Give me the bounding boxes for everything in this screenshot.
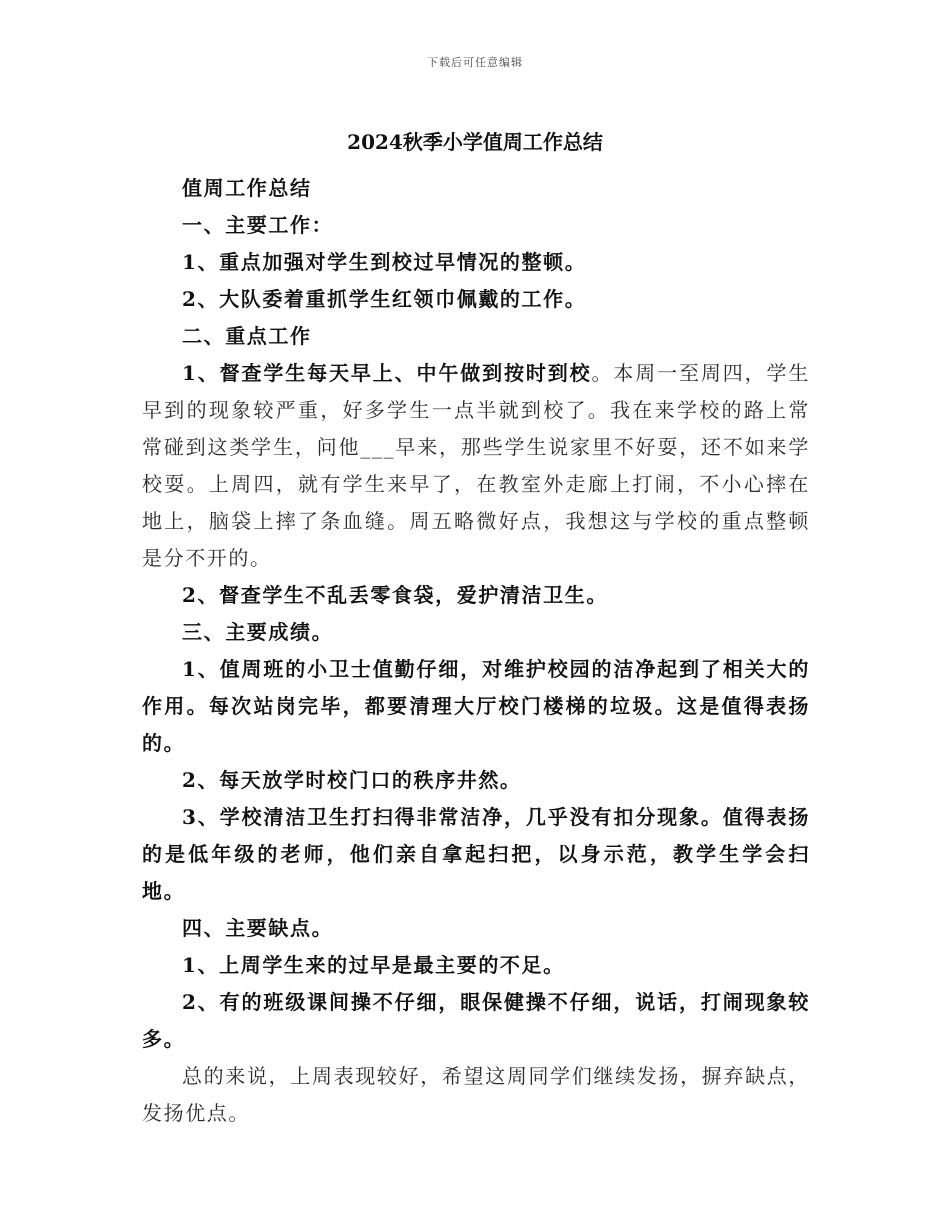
paragraph-key-work-1 [142,355,810,577]
paragraph-section-4-heading: 四、主要缺点。 [182,916,334,940]
key-work-1-detail: 。本周一至周四，学生早到的现象较严重，好多学生一点半就到校了。我在来学校的路上常常碰到这类学生，问他___早来，那些学生说家里不好耍，还不如来学校耍。上周四，就有学生来早了，在教室外走廊上打闹，不小心摔在地上，脑袋上摔了条血缝。周五略微好点，我想这与学校的重点整顿是分不开的。 [142,361,810,570]
document-title: 2024秋季小学值周工作总结 [347,130,603,154]
paragraph-conclusion: 总的来说，上周表现较好，希望这周同学们继续发扬，摒弃缺点，发扬优点。 [142,1064,810,1125]
paragraph-achievement-2: 2、每天放学时校门口的秩序井然。 [182,768,522,792]
key-work-1-lead: 1、督查学生每天早上、中午做到按时到校 [182,361,592,385]
paragraph-shortcoming-1: 1、上周学生来的过早是最主要的不足。 [182,953,565,977]
paragraph-achievement-3: 3、学校清洁卫生打扫得非常洁净，几乎没有扣分现象。值得表扬的是低年级的老师，他们亲自拿起扫把，以身示范，教学生学会扫地。 [142,805,810,903]
paragraph-key-work-2: 2、督查学生不乱丢零食袋，爱护清洁卫生。 [182,583,608,607]
document-body [142,170,810,1132]
paragraph-section-2-heading: 二、重点工作 [182,324,312,348]
paragraph-subtitle: 值周工作总结 [182,176,312,200]
paragraph-section-1-heading: 一、主要工作： [182,213,334,237]
paragraph-main-work-1: 1、重点加强对学生到校过早情况的整顿。 [182,250,587,274]
paragraph-section-3-heading: 三、主要成绩。 [182,620,334,644]
header-note: 下载后可任意编辑 [427,56,523,69]
paragraph-achievement-1: 1、值周班的小卫士值勤仔细，对维护校园的洁净起到了相关大的作用。每次站岗完毕，都要清理大厅校门楼梯的垃圾。这是值得表扬的。 [142,657,810,755]
paragraph-shortcoming-2: 2、有的班级课间操不仔细，眼保健操不仔细，说话，打闹现象较多。 [142,990,810,1051]
paragraph-main-work-2: 2、大队委着重抓学生红领巾佩戴的工作。 [182,287,587,311]
